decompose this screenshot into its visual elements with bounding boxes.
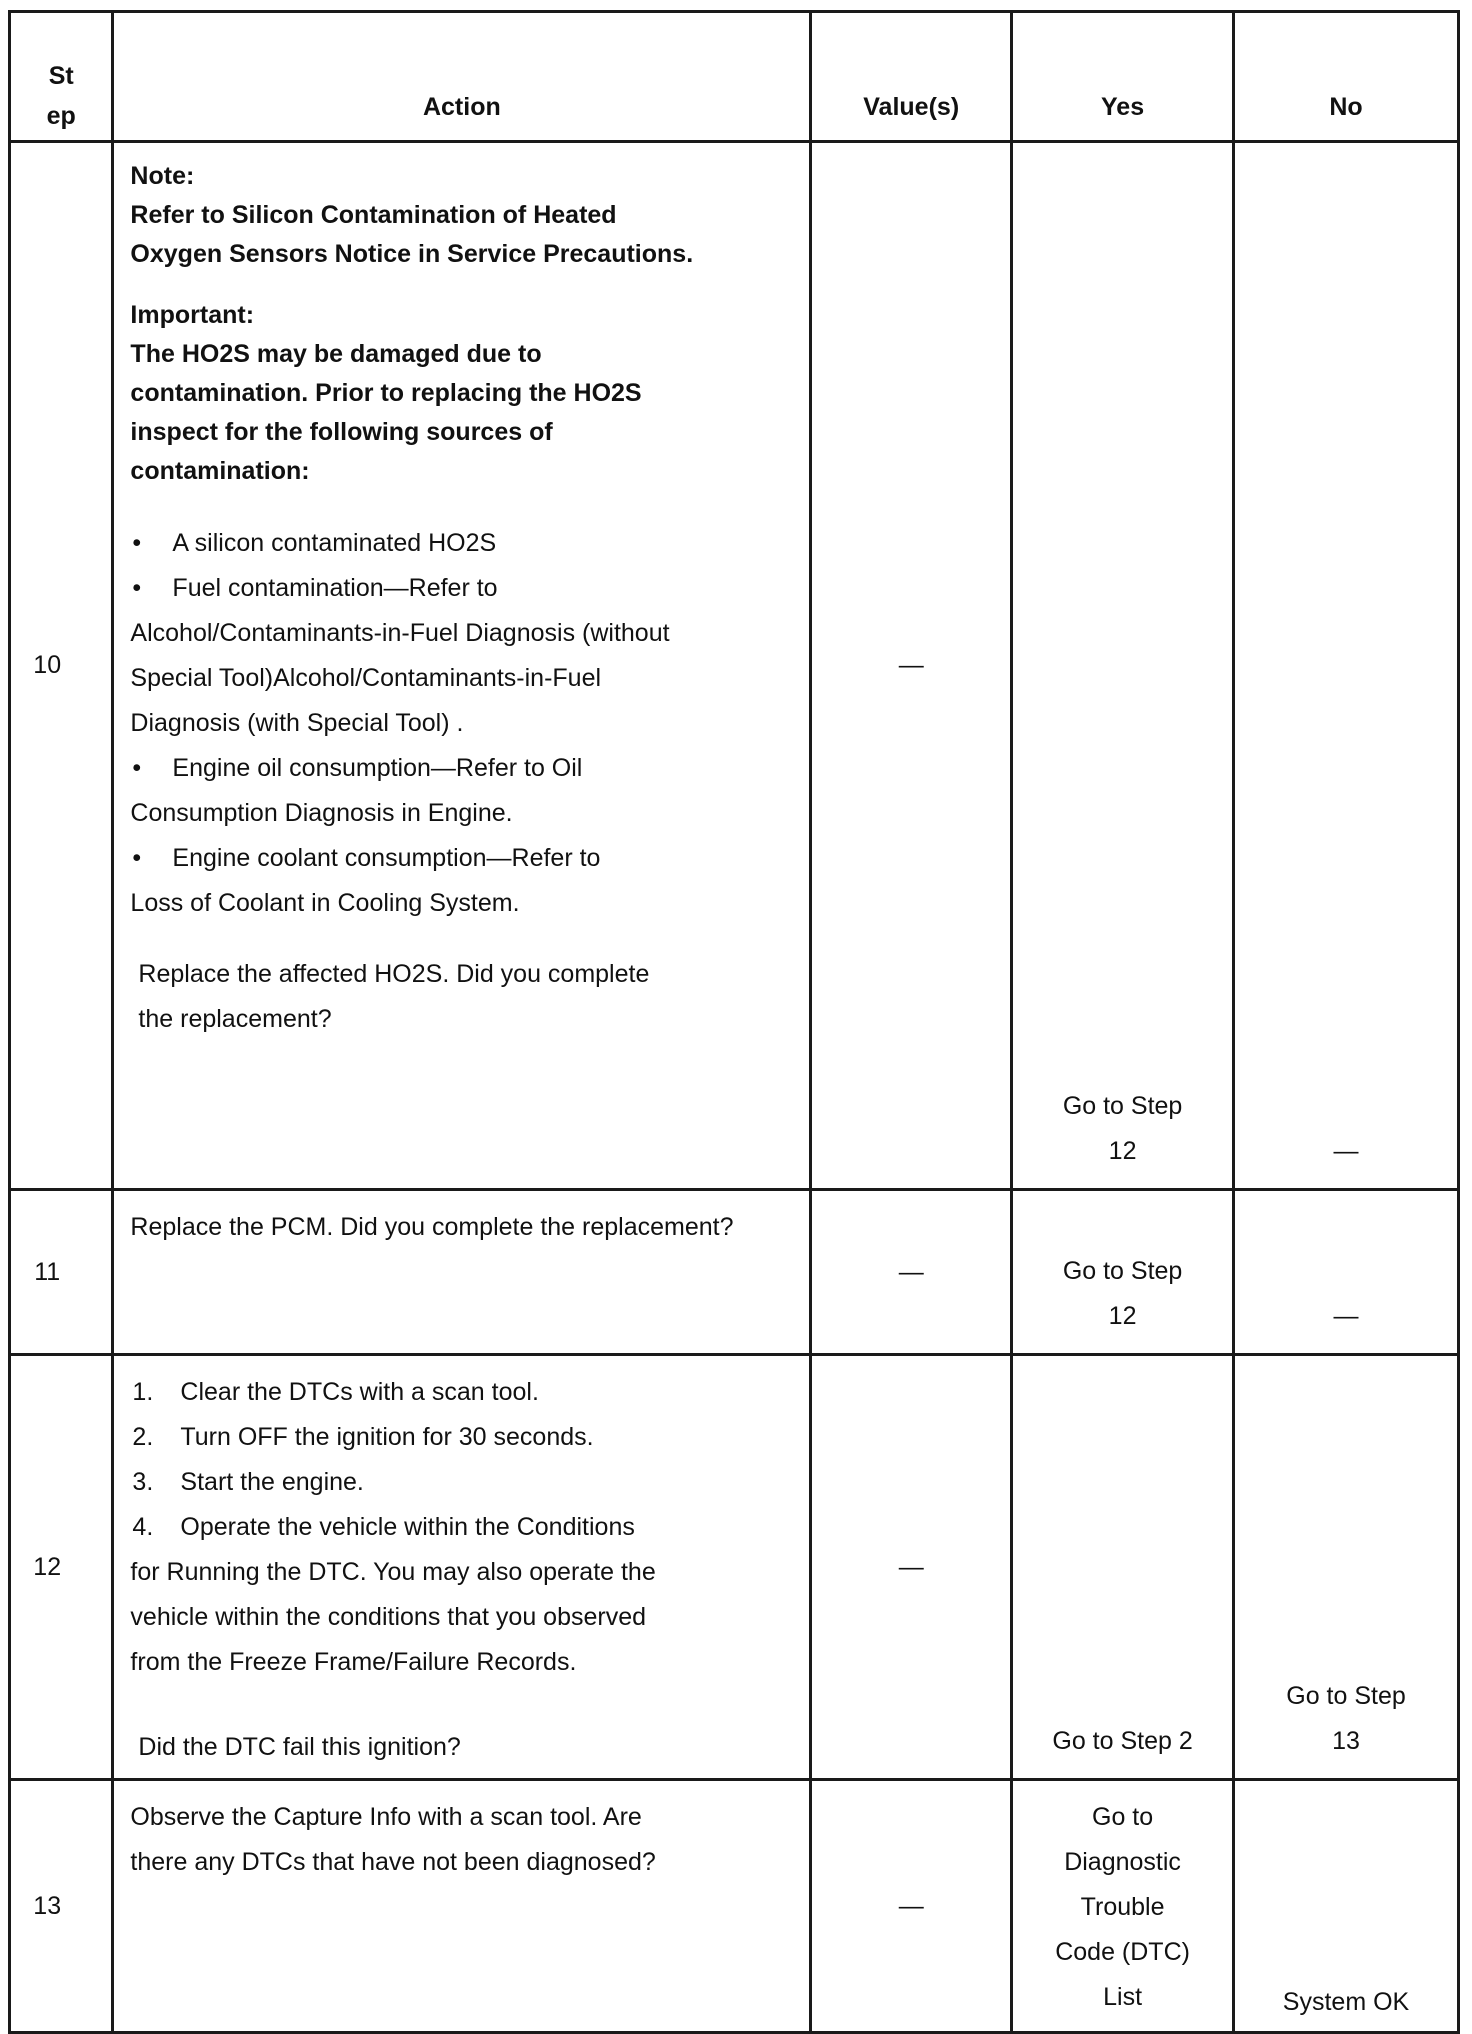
list-item: 2. Turn OFF the ignition for 30 seconds. — [132, 1423, 594, 1451]
no-line: 13 — [1332, 1727, 1360, 1755]
list-item: • A silicon contaminated HO2S — [130, 521, 799, 566]
list-item-cont: for Running the DTC. You may also operate the — [130, 1558, 656, 1586]
header-values: Value(s) — [811, 12, 1012, 142]
list-item: • Engine coolant consumption—Refer to — [130, 836, 799, 881]
yes-line: Diagnostic — [1064, 1848, 1181, 1876]
header-step — [10, 12, 113, 142]
step-number: 10 — [10, 142, 113, 1190]
list-item-cont: from the Freeze Frame/Failure Records. — [130, 1648, 577, 1676]
list-item-cont: Alcohol/Contaminants-in-Fuel Diagnosis (without — [130, 619, 670, 647]
action-cell — [113, 1780, 811, 2033]
action-cell — [113, 1355, 811, 1780]
header-step-line2: ep — [46, 102, 76, 130]
value-cell: — — [811, 142, 1012, 1190]
list-item: • Fuel contamination—Refer to — [130, 566, 799, 611]
yes-line: 12 — [1108, 1302, 1137, 1330]
action-line: Observe the Capture Info with a scan tool. Are — [130, 1803, 642, 1831]
header-no: No — [1234, 12, 1459, 142]
no-cell: System OK — [1234, 1780, 1459, 2033]
yes-line: Go to Step — [1062, 1257, 1183, 1285]
yes-cell — [1012, 1190, 1234, 1355]
step-number: 11 — [10, 1190, 113, 1355]
list-item-cont: Loss of Coolant in Cooling System. — [130, 889, 520, 917]
table-row-step-10 — [10, 142, 1459, 1190]
step-number: 13 — [10, 1780, 113, 2033]
important-text-line: contamination: — [130, 457, 310, 485]
bullet-icon: • — [132, 754, 142, 782]
header-step-line1: St — [48, 62, 74, 90]
header-action: Action — [113, 12, 811, 142]
value-cell: — — [811, 1780, 1012, 2033]
yes-line: Go to — [1092, 1803, 1154, 1831]
list-item: 3. Start the engine. — [132, 1468, 364, 1496]
important-text-line: inspect for the following sources of — [130, 418, 553, 446]
diagnostic-table — [8, 10, 1460, 2034]
list-item-cont: Consumption Diagnosis in Engine. — [130, 799, 513, 827]
list-item: • Engine oil consumption—Refer to Oil — [130, 746, 799, 791]
header-row — [10, 12, 1459, 142]
note-title: Note: — [130, 162, 195, 190]
note-text-line: Oxygen Sensors Notice in Service Precautions. — [130, 240, 694, 268]
yes-line: Trouble — [1080, 1893, 1165, 1921]
value-cell: — — [811, 1190, 1012, 1355]
yes-line: List — [1103, 1983, 1143, 2011]
note-text-line: Refer to Silicon Contamination of Heated — [130, 201, 617, 229]
question-line: the replacement? — [138, 1005, 332, 1033]
action-cell: Replace the PCM. Did you complete the replacement? — [113, 1190, 811, 1355]
bullet-icon: • — [132, 574, 142, 602]
list-item: 1. Clear the DTCs with a scan tool. — [132, 1378, 539, 1406]
step-number: 12 — [10, 1355, 113, 1780]
list-item-cont: Diagnosis (with Special Tool) . — [130, 709, 464, 737]
important-text-line: The HO2S may be damaged due to — [130, 340, 542, 368]
list-item: 4. Operate the vehicle within the Conditions — [132, 1513, 635, 1541]
table-row-step-13 — [10, 1780, 1459, 2033]
yes-line: Go to Step — [1062, 1092, 1183, 1120]
table-row-step-11 — [10, 1190, 1459, 1355]
no-cell — [1234, 1355, 1459, 1780]
question-line: Replace the affected HO2S. Did you complete — [138, 960, 650, 988]
no-line: Go to Step — [1286, 1682, 1406, 1710]
action-line: there any DTCs that have not been diagnosed? — [130, 1848, 656, 1876]
yes-cell — [1012, 142, 1234, 1190]
important-text-line: contamination. Prior to replacing the HO2S — [130, 379, 642, 407]
no-cell: — — [1234, 142, 1459, 1190]
yes-cell: Go to Step 2 — [1012, 1355, 1234, 1780]
important-title: Important: — [130, 301, 255, 329]
list-item-cont: vehicle within the conditions that you observed — [130, 1603, 647, 1631]
yes-line: Code (DTC) — [1055, 1938, 1190, 1966]
value-cell: — — [811, 1355, 1012, 1780]
question-line: Did the DTC fail this ignition? — [138, 1733, 461, 1761]
list-item-cont: Special Tool)Alcohol/Contaminants-in-Fuel — [130, 664, 602, 692]
table-row-step-12 — [10, 1355, 1459, 1780]
yes-cell — [1012, 1780, 1234, 2033]
yes-line: 12 — [1108, 1137, 1137, 1165]
no-cell: — — [1234, 1190, 1459, 1355]
action-cell — [113, 142, 811, 1190]
bullet-icon: • — [132, 529, 142, 557]
header-yes: Yes — [1012, 12, 1234, 142]
bullet-icon: • — [132, 844, 142, 872]
